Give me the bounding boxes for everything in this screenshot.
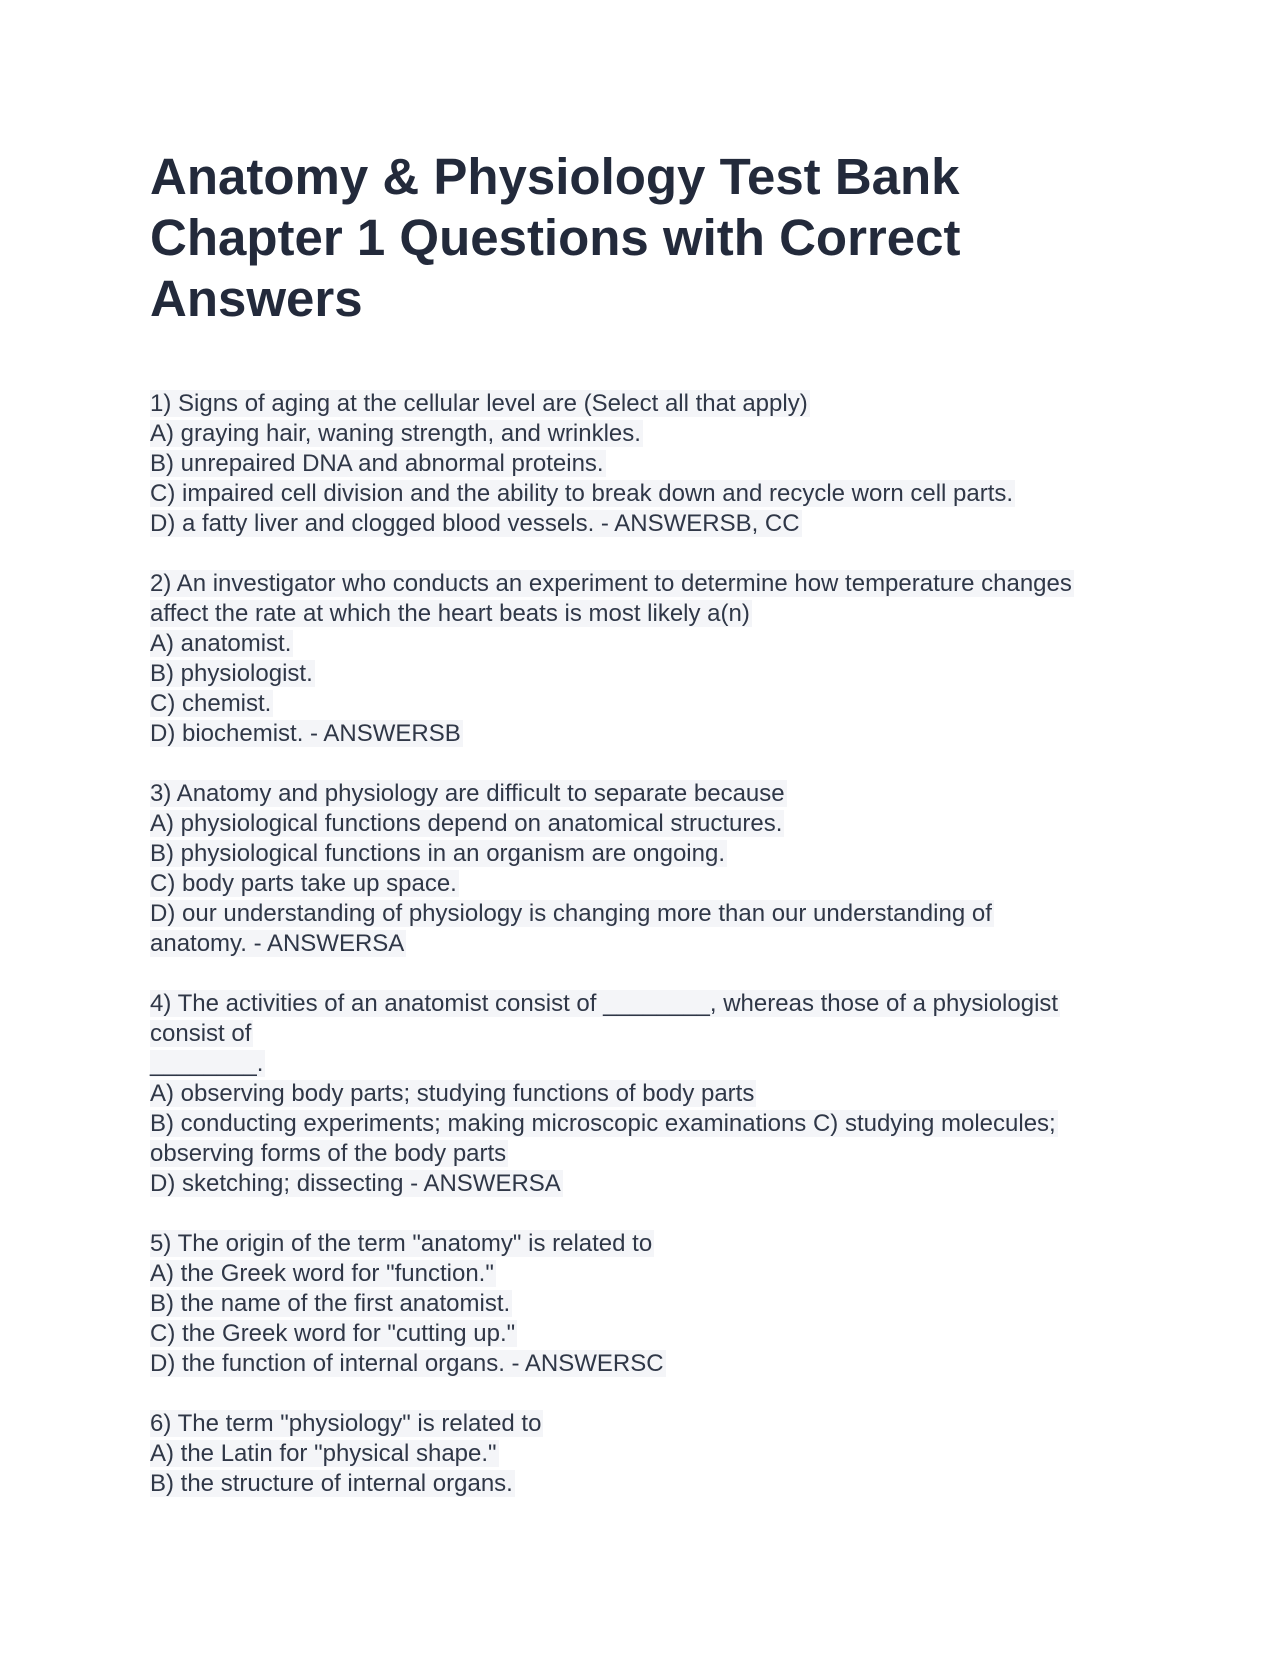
question-text-line: [150, 659, 1150, 689]
question-block: [150, 389, 1150, 539]
question-text: A) the Latin for "physical shape.": [150, 1440, 497, 1467]
question-text-line: [150, 599, 1150, 629]
question-text-line: [150, 419, 1150, 449]
question-text: B) physiologist.: [150, 660, 313, 687]
question-text-line: [150, 1349, 1150, 1379]
title-line: Answers: [150, 270, 363, 327]
question-text-line: [150, 869, 1150, 899]
question-text: C) body parts take up space.: [150, 870, 457, 897]
question-text: 6) The term "physiology" is related to: [150, 1410, 542, 1437]
question-text: A) anatomist.: [150, 630, 292, 657]
question-text: 2) An investigator who conducts an experiment to determine how temperature changes: [150, 570, 1072, 597]
question-text: D) the function of internal organs. - ANSWERSC: [150, 1350, 664, 1377]
question-text: A) observing body parts; studying functions of body parts: [150, 1080, 755, 1107]
question-stem-line: [150, 989, 1150, 1019]
question-block: [150, 779, 1150, 959]
question-text-line: [150, 509, 1150, 539]
question-text: D) a fatty liver and clogged blood vessels. - ANSWERSB, CC: [150, 510, 800, 537]
question-text-line: [150, 629, 1150, 659]
question-block: [150, 989, 1150, 1199]
question-text-line: [150, 1439, 1150, 1469]
question-text: observing forms of the body parts: [150, 1140, 507, 1167]
question-block: [150, 1229, 1150, 1379]
question-text-line: [150, 1169, 1150, 1199]
document-title: [150, 146, 1150, 329]
question-text: B) unrepaired DNA and abnormal proteins.: [150, 450, 604, 477]
question-text: B) conducting experiments; making microscopic examinations C) studying molecules;: [150, 1110, 1056, 1137]
question-stem-line: [150, 1229, 1150, 1259]
question-text: A) physiological functions depend on anatomical structures.: [150, 810, 783, 837]
question-stem-line: [150, 569, 1150, 599]
question-text: B) physiological functions in an organism are ongoing.: [150, 840, 726, 867]
question-text-line: [150, 899, 1150, 929]
question-text: 4) The activities of an anatomist consist of ________, whereas those of a physiologist: [150, 990, 1059, 1017]
question-text-line: [150, 1019, 1150, 1049]
question-text: D) biochemist. - ANSWERSB: [150, 720, 461, 747]
question-text-line: [150, 1259, 1150, 1289]
question-text: C) chemist.: [150, 690, 272, 717]
question-text: 5) The origin of the term "anatomy" is related to: [150, 1230, 653, 1257]
question-text: C) impaired cell division and the ability to break down and recycle worn cell parts.: [150, 480, 1014, 507]
question-text: 1) Signs of aging at the cellular level are (Select all that apply): [150, 390, 808, 417]
question-text-line: [150, 689, 1150, 719]
question-text: consist of: [150, 1020, 252, 1047]
question-list: [150, 389, 1150, 1529]
question-text: C) the Greek word for "cutting up.": [150, 1320, 516, 1347]
question-text-line: [150, 1319, 1150, 1349]
question-stem-line: [150, 779, 1150, 809]
question-text-line: [150, 929, 1150, 959]
title-line: Chapter 1 Questions with Correct: [150, 209, 961, 266]
question-text: A) graying hair, waning strength, and wrinkles.: [150, 420, 641, 447]
question-stem-line: [150, 389, 1150, 419]
question-block: [150, 1409, 1150, 1499]
question-text-line: [150, 809, 1150, 839]
question-text-line: [150, 839, 1150, 869]
question-text: D) our understanding of physiology is changing more than our understanding of: [150, 900, 992, 927]
question-stem-line: [150, 1409, 1150, 1439]
title-line: Anatomy & Physiology Test Bank: [150, 148, 960, 205]
question-block: [150, 569, 1150, 749]
question-text-line: [150, 479, 1150, 509]
question-text-line: [150, 1079, 1150, 1109]
question-text: anatomy. - ANSWERSA: [150, 930, 405, 957]
question-text-line: [150, 449, 1150, 479]
question-text-line: [150, 1109, 1150, 1139]
question-text: 3) Anatomy and physiology are difficult to separate because: [150, 780, 785, 807]
question-text-line: [150, 1469, 1150, 1499]
question-text-line: [150, 1289, 1150, 1319]
question-text: ________.: [150, 1050, 264, 1077]
question-text: B) the name of the first anatomist.: [150, 1290, 511, 1317]
question-text: affect the rate at which the heart beats is most likely a(n): [150, 600, 750, 627]
question-text-line: [150, 1139, 1150, 1169]
question-text: D) sketching; dissecting - ANSWERSA: [150, 1170, 561, 1197]
question-text-line: [150, 719, 1150, 749]
question-text: B) the structure of internal organs.: [150, 1470, 513, 1497]
question-text: A) the Greek word for "function.": [150, 1260, 494, 1287]
question-text-line: [150, 1049, 1150, 1079]
